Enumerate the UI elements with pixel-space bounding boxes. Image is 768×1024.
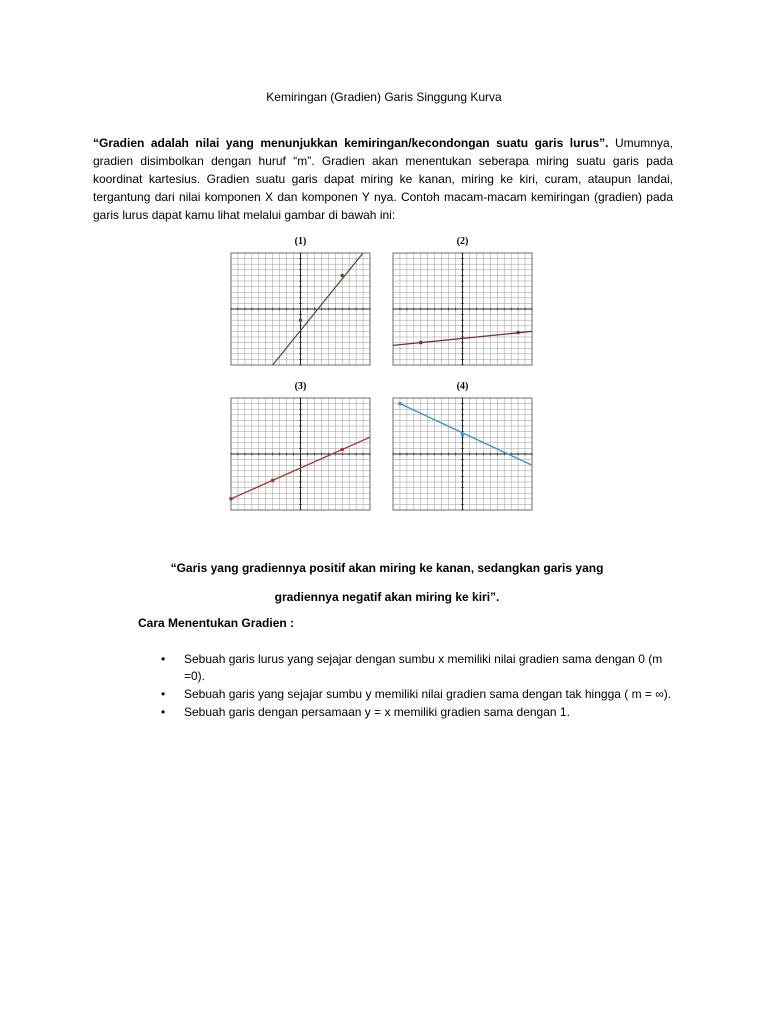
- data-point: [271, 479, 275, 483]
- list-item: [161, 686, 674, 703]
- data-point: [419, 341, 423, 345]
- graph-panel-4: [390, 381, 535, 515]
- graph-label-4: (4): [456, 381, 469, 392]
- graph-2: [390, 250, 535, 368]
- data-point: [398, 402, 402, 406]
- graph-panel-3: [228, 381, 373, 515]
- graph-panel-1: [228, 236, 373, 370]
- data-point: [340, 448, 344, 452]
- rules-list: [161, 651, 674, 722]
- intro-paragraph: [93, 134, 673, 224]
- intro-body: Umumnya, gradien disimbolkan dengan huruf “m”. Gradien akan menentukan seberapa miring suatu garis pada koordinat kartesius. Gradien suatu garis dapat miring ke kanan, miring ke kiri, curam, ataupun landai, tergantung dari nilai komponen X dan komponen Y nya. Contoh macam-macam kemiringan (gradien) pada garis lurus dapat kamu lihat melalui gambar di bawah ini:: [93, 136, 673, 222]
- list-item: [161, 651, 674, 685]
- data-point: [461, 433, 465, 437]
- bullet-icon: •: [161, 705, 166, 719]
- list-item-text: Sebuah garis lurus yang sejajar dengan sumbu x memiliki nilai gradien sama dengan 0 (m =0).: [184, 652, 663, 683]
- gradient-figure: [228, 236, 546, 526]
- data-point: [340, 274, 344, 278]
- list-item-text: Sebuah garis yang sejajar sumbu y memiliki nilai gradien sama dengan tak hingga ( m = ∞).: [184, 687, 672, 701]
- page-title: Kemiringan (Gradien) Garis Singgung Kurva: [266, 90, 502, 104]
- graph-1: [228, 250, 373, 368]
- graph-label-1: (1): [294, 236, 307, 247]
- bullet-icon: •: [161, 687, 166, 701]
- data-point: [299, 318, 303, 322]
- list-item: [161, 704, 674, 721]
- graph-label-3: (3): [294, 381, 307, 392]
- quote-line-2: gradiennya negatif akan miring ke kiri”.: [274, 590, 500, 604]
- graph-3: [228, 395, 373, 513]
- series-line: [400, 404, 532, 466]
- graph-label-2: (2): [456, 236, 469, 247]
- section-heading: Cara Menentukan Gradien :: [138, 616, 295, 630]
- quote-line-1: “Garis yang gradiennya positif akan miring ke kanan, sedangkan garis yang: [170, 561, 604, 575]
- data-point: [516, 331, 520, 335]
- bullet-icon: •: [161, 652, 166, 666]
- graph-4: [390, 395, 535, 513]
- list-item-text: Sebuah garis dengan persamaan y = x memiliki gradien sama dengan 1.: [184, 705, 570, 719]
- data-point: [229, 497, 233, 501]
- intro-definition: “Gradien adalah nilai yang menunjukkan kemiringan/kecondongan suatu garis lurus”.: [93, 136, 609, 150]
- graph-panel-2: [390, 236, 535, 370]
